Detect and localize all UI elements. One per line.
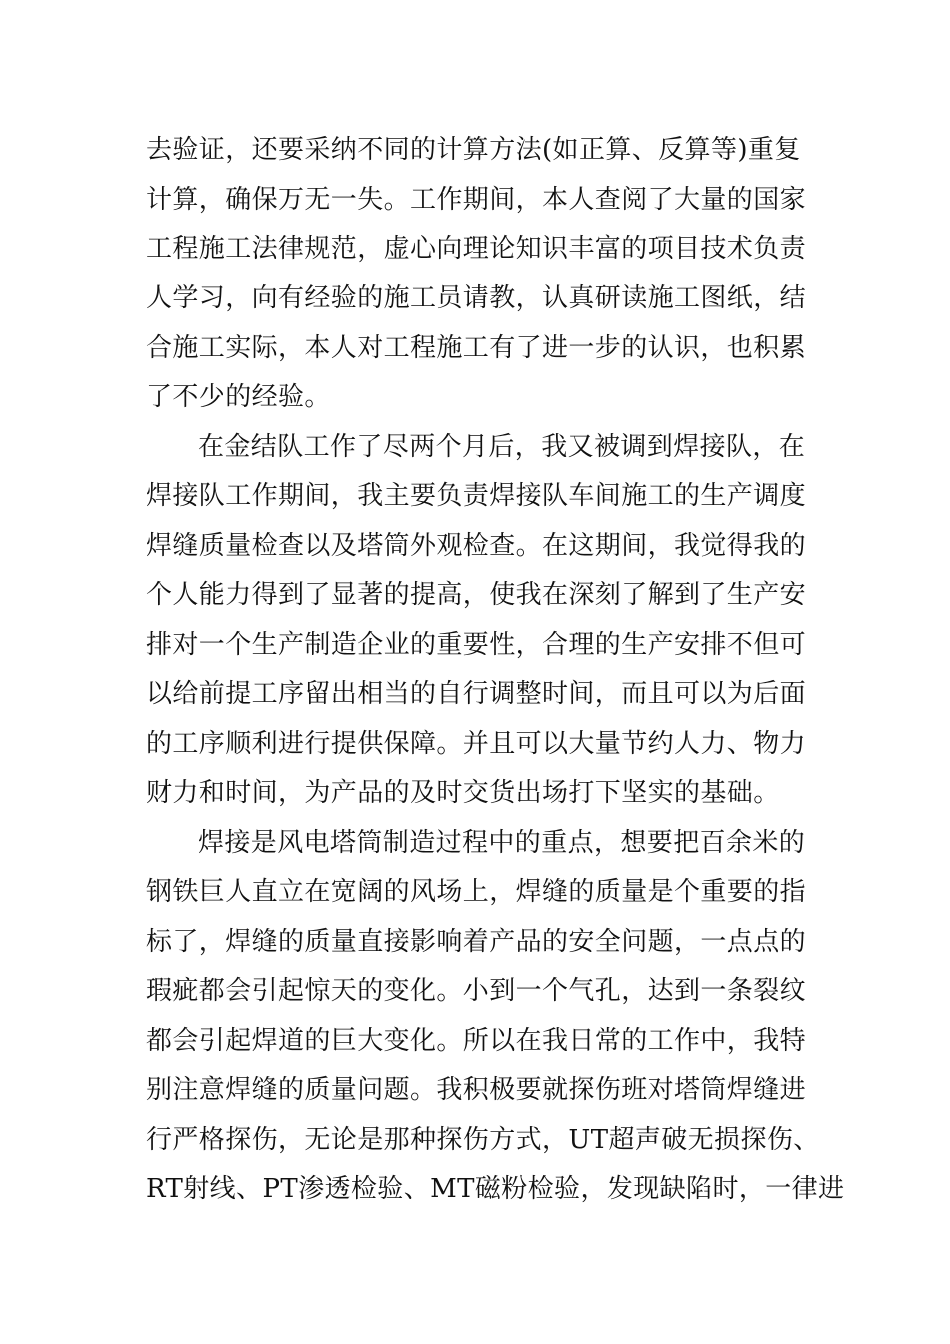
- text-line: 以给前提工序留出相当的自行调整时间，而且可以为后面: [146, 679, 807, 709]
- text-line: RT射线、PT渗透检验、MT磁粉检验，发现缺陷时，一律进: [146, 1174, 845, 1204]
- paragraph-first-line: 在金结队工作了尽两个月后，我又被调到焊接队，在: [198, 432, 806, 462]
- text-line: 钢铁巨人直立在宽阔的风场上，焊缝的质量是个重要的指: [146, 877, 807, 907]
- text-line: 财力和时间，为产品的及时交货出场打下坚实的基础。: [146, 778, 780, 808]
- text-line: 焊接队工作期间，我主要负责焊接队车间施工的生产调度: [146, 481, 807, 511]
- text-line: 个人能力得到了显著的提高，使我在深刻了解到了生产安: [146, 580, 807, 610]
- text-line: 排对一个生产制造企业的重要性，合理的生产安排不但可: [146, 630, 807, 660]
- text-line: 合施工实际，本人对工程施工有了进一步的认识，也积累: [146, 333, 807, 363]
- text-line: 计算，确保万无一失。工作期间，本人查阅了大量的国家: [146, 185, 807, 215]
- text-line: 都会引起焊道的巨大变化。所以在我日常的工作中，我特: [146, 1026, 807, 1056]
- text-line: 了不少的经验。: [146, 382, 331, 412]
- text-line: 行严格探伤，无论是那种探伤方式，UT超声破无损探伤、: [146, 1125, 820, 1155]
- text-line: 瑕疵都会引起惊天的变化。小到一个气孔，达到一条裂纹: [146, 976, 807, 1006]
- text-line: 工程施工法律规范，虚心向理论知识丰富的项目技术负责: [146, 234, 807, 264]
- text-line: 的工序顺利进行提供保障。并且可以大量节约人力、物力: [146, 729, 807, 759]
- text-line: 人学习，向有经验的施工员请教，认真研读施工图纸，结: [146, 283, 807, 313]
- text-line: 去验证，还要采纳不同的计算方法(如正算、反算等)重复: [146, 135, 801, 165]
- text-line: 焊缝质量检查以及塔筒外观检查。在这期间，我觉得我的: [146, 531, 807, 561]
- text-line: 别注意焊缝的质量问题。我积极要就探伤班对塔筒焊缝进: [146, 1075, 807, 1105]
- text-line: 标了，焊缝的质量直接影响着产品的安全问题，一点点的: [146, 927, 807, 957]
- paragraph-first-line: 焊接是风电塔筒制造过程中的重点，想要把百余米的: [198, 828, 806, 858]
